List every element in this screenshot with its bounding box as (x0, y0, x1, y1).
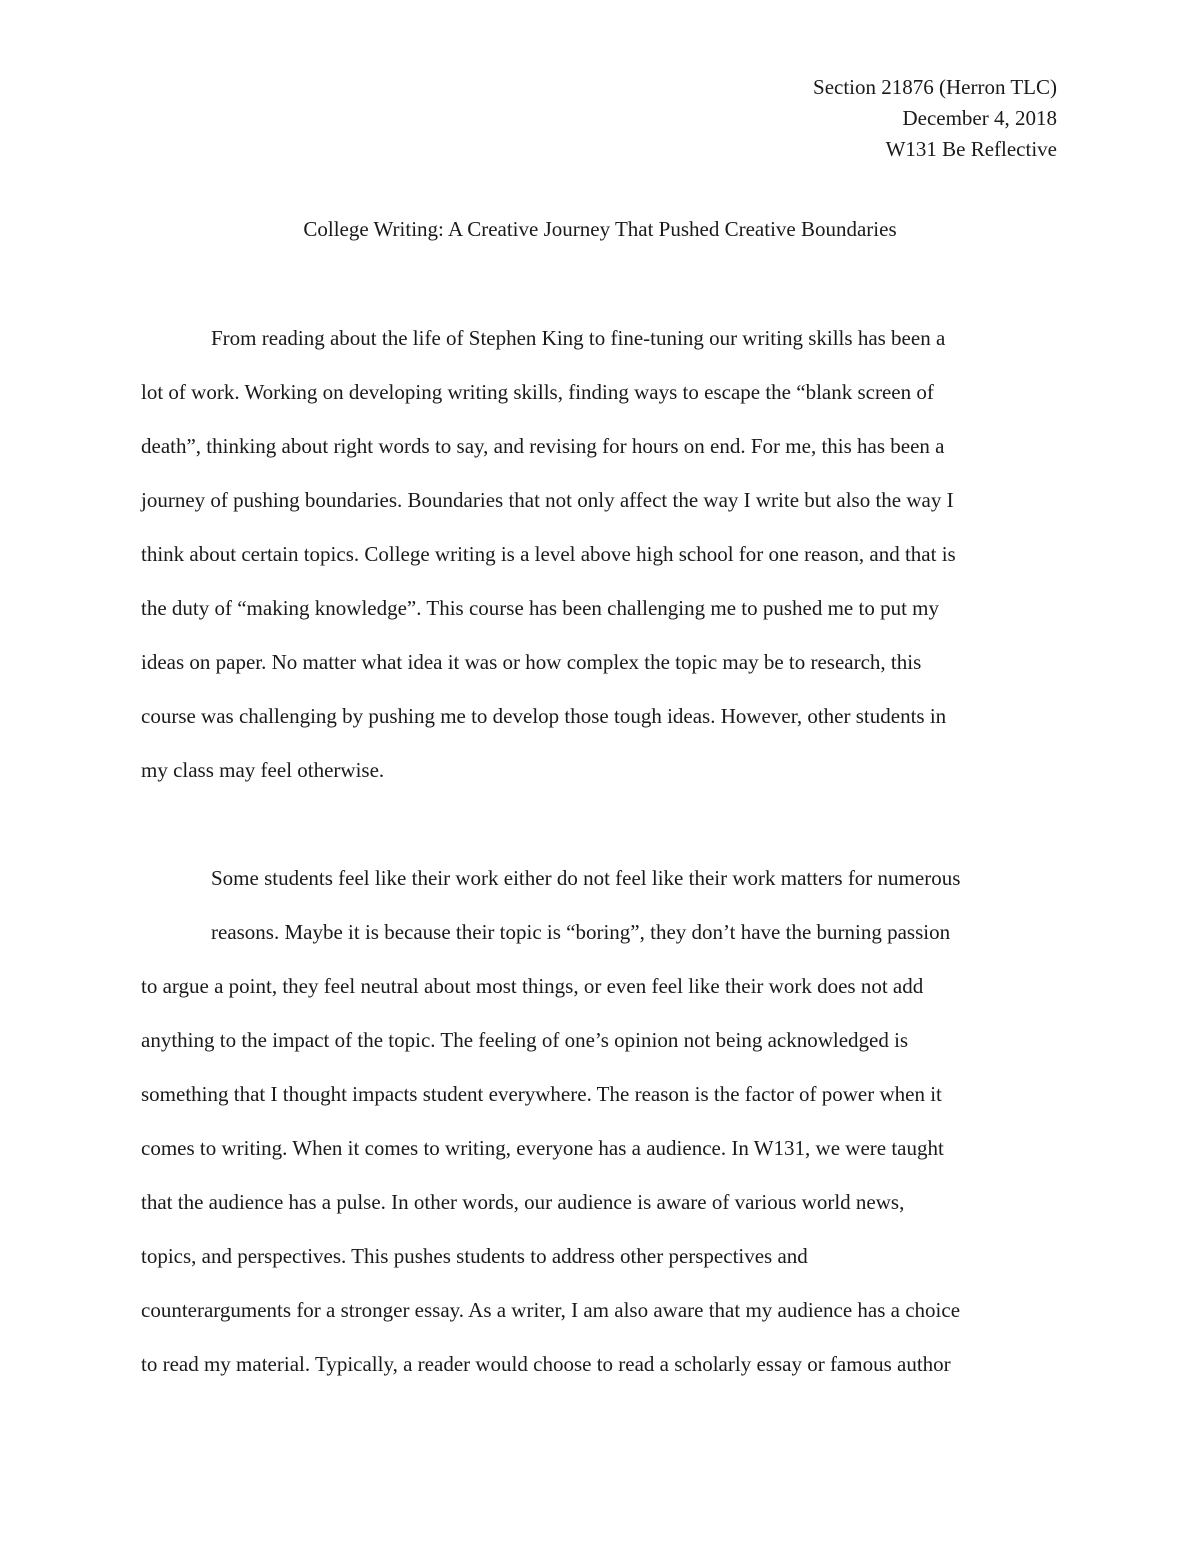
paragraph-line: death”, thinking about right words to say, and revising for hours on end. For me, this has been a (141, 434, 945, 458)
essay-title: College Writing: A Creative Journey That Pushed Creative Boundaries (303, 217, 897, 241)
paragraph-line: lot of work. Working on developing writing skills, finding ways to escape the “blank screen of (141, 380, 934, 404)
header-block (813, 72, 1057, 165)
paragraph-line: my class may feel otherwise. (141, 758, 385, 782)
paragraph-line: the duty of “making knowledge”. This course has been challenging me to pushed me to put my (141, 596, 940, 620)
paragraph-line: to argue a point, they feel neutral about most things, or even feel like their work does not add (141, 974, 924, 998)
section-line: Section 21876 (Herron TLC) (813, 75, 1057, 99)
paragraph-line: course was challenging by pushing me to develop those tough ideas. However, other students in (141, 704, 947, 728)
date-line: December 4, 2018 (902, 106, 1057, 130)
paragraph-line: Some students feel like their work either do not feel like their work matters for numerous (211, 866, 961, 890)
paragraph-line: reasons. Maybe it is because their topic is “boring”, they don’t have the burning passion (211, 920, 951, 944)
paragraph-line: ideas on paper. No matter what idea it was or how complex the topic may be to research, this (141, 650, 922, 674)
paragraph-line: topics, and perspectives. This pushes students to address other perspectives and (141, 1244, 808, 1268)
paragraph-line: comes to writing. When it comes to writing, everyone has a audience. In W131, we were taught (141, 1136, 944, 1160)
paragraph-line: From reading about the life of Stephen King to fine-tuning our writing skills has been a (211, 326, 946, 350)
paragraph-line: think about certain topics. College writing is a level above high school for one reason, and that is (141, 542, 956, 566)
paragraph-line: counterarguments for a stronger essay. As a writer, I am also aware that my audience has a choice (141, 1298, 961, 1322)
course-line: W131 Be Reflective (885, 137, 1057, 161)
paragraph-line: to read my material. Typically, a reader would choose to read a scholarly essay or famous author (141, 1352, 951, 1376)
paragraph-line: that the audience has a pulse. In other words, our audience is aware of various world news, (141, 1190, 905, 1214)
paragraph-line: anything to the impact of the topic. The feeling of one’s opinion not being acknowledged is (141, 1028, 909, 1052)
paragraph-line: something that I thought impacts student everywhere. The reason is the factor of power when it (141, 1082, 942, 1106)
paragraph-line: journey of pushing boundaries. Boundaries that not only affect the way I write but also the way I (141, 488, 954, 512)
